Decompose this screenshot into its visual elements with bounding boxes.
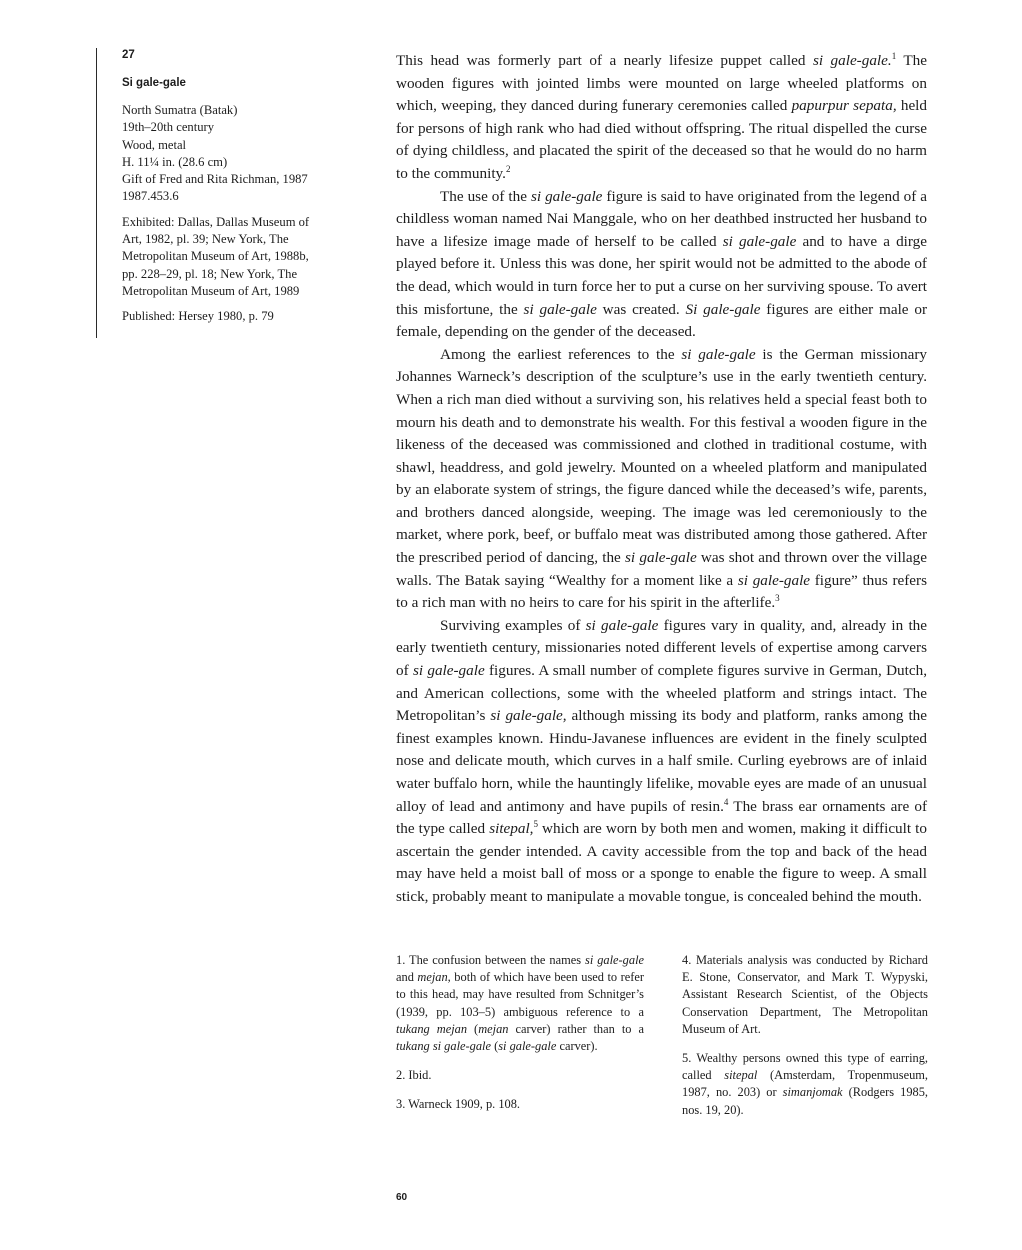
catalog-details: [122, 102, 352, 206]
page-number: 60: [396, 1192, 408, 1203]
catalog-title: Si gale-gale: [122, 77, 186, 89]
catalog-credit: Gift of Fred and Rita Richman, 1987: [122, 172, 308, 187]
catalog-date: 19th–20th century: [122, 120, 214, 135]
catalog-exhibited: Exhibited: Dallas, Dallas Museum of Art, 1982, pl. 39; New York, The Metropolitan Museum of Art, 1988b, pp. 228–29, pl. 18; New York, The Metropolitan Museum of Art, 1989: [122, 214, 310, 298]
catalog-number: 27: [122, 49, 135, 61]
paragraph-1: This head was formerly part of a nearly lifesize puppet called si gale-gale.$^1$ The wooden figures with jointed limbs were mounted on large wheeled platforms on which, weeping, they danced during funerary ceremonies called papurpur sepata, held for persons of high rank who had died without offspring. The ritual dispelled the curse of dying childless, and placated the spirit of the deceased so that he would do no harm to the community.$^2$: [396, 51, 927, 182]
paragraph-4: Surviving examples of si gale-gale figures vary in quality, and, already in the early twentieth century, missionaries noted different levels of expertise among carvers of si gale-gale figures. A small number of complete figures survive in German, Dutch, and American collections, some with the wheeled platform and strings intact. The Metropolitan’s si gale-gale, although missing its body and platform, ranks among the finest examples known. Hindu-Javanese influences are evident in the finely sculpted nose and delicate mouth, which curves in a half smile. Curling eyebrows are of inlaid water buffalo horn, while the hauntingly lifelike, movable eyes are made of an unusual alloy of lead and antimony and have pupils of resin.$^4$ The brass ear ornaments are of the type called sitepal,$^5$ which are worn by both men and women, making it difficult to ascertain the gender intended. A cavity accessible from the top and back of the head may have held a moist ball of moss or a sponge to enable the figure to weep. A small stick, probably meant to manipulate a movable tongue, is concealed behind the mouth.: [396, 616, 928, 905]
catalog-entry: [122, 48, 352, 334]
footnote-ref-2[interactable]: 2: [505, 163, 511, 174]
paragraph-2: The use of the si gale-gale figure is said to have originated from the legend of a childless woman named Nai Manggale, who on her deathbed instructed her husband to have a lifesize image made of herself to be called si gale-gale and to have a dirge played before it. Unless this was done, her spirit would not be admitted to the abode of the dead, which would in turn force her to put a curse on her surviving spouse. To avert this misfortune, the si gale-gale was created. Si gale-gale figures are either male or female, depending on the gender of the deceased.: [396, 187, 928, 341]
main-text: [396, 50, 927, 909]
catalog-origin: North Sumatra (Batak): [122, 103, 238, 117]
footnote-2: 2. Ibid.: [396, 1068, 432, 1083]
footnote-1: 1. The confusion between the names si gale-gale and mejan, both of which have been used to refer to this head, may have resulted from Schnitger’s (1939, pp. 103–5) ambiguous reference to a tukang mejan (mejan carver) rather than to a tukang si gale-gale (si gale-gale carver).: [396, 953, 645, 1054]
footnotes-right: [682, 952, 928, 1131]
footnotes-left: [396, 952, 644, 1126]
footnote-ref-4[interactable]: 4: [723, 796, 729, 807]
footnote-4: 4. Materials analysis was conducted by Richard E. Stone, Conservator, and Mark T. Wypyski, Assistant Research Scientist, of the Objects Conservation Department, The Metropolitan Museum of Art.: [682, 953, 928, 1036]
catalog-accession: 1987.453.6: [122, 189, 179, 204]
catalog-rule: [96, 48, 97, 338]
catalog-published: Published: Hersey 1980, p. 79: [122, 309, 274, 324]
catalog-medium: Wood, metal: [122, 137, 187, 152]
footnote-ref-5[interactable]: 5: [533, 819, 538, 830]
footnote-ref-3[interactable]: 3: [775, 593, 780, 604]
footnote-ref-1[interactable]: 1: [891, 51, 897, 61]
footnote-3: 3. Warneck 1909, p. 108.: [396, 1097, 521, 1112]
footnote-5: 5. Wealthy persons owned this type of earring, called sitepal (Amsterdam, Tropenmuseum, 1987, no. 203) or simanjomak (Rodgers 1985, nos. 19, 20).: [682, 1051, 928, 1117]
catalog-dimensions: H. 11¼ in. (28.6 cm): [122, 154, 228, 169]
paragraph-3: Among the earliest references to the si gale-gale is the German missionary Johannes Warneck’s description of the sculpture’s use in the early twentieth century. When a rich man died without a surviving son, his relatives held a special feast both to mourn his death and to demonstrate his wealth. For this festival a wooden figure in the likeness of the deceased was commissioned and clothed in traditional costume, with shawl, headdress, and gold jewelry. Mounted on a wheeled platform and manipulated by an elaborate system of strings, the figure danced while the deceased’s wife, parents, and brothers danced alongside, weeping. The image was led ceremoniously to the market, where pork, beef, or buffalo meat was distributed among those gathered. After the prescribed period of dancing, the si gale-gale was shot and thrown over the village walls. The Batak saying “Wealthy for a moment like a si gale-gale figure” thus refers to a rich man with no heirs to care for his spirit in the afterlife.$^3$: [396, 345, 928, 612]
